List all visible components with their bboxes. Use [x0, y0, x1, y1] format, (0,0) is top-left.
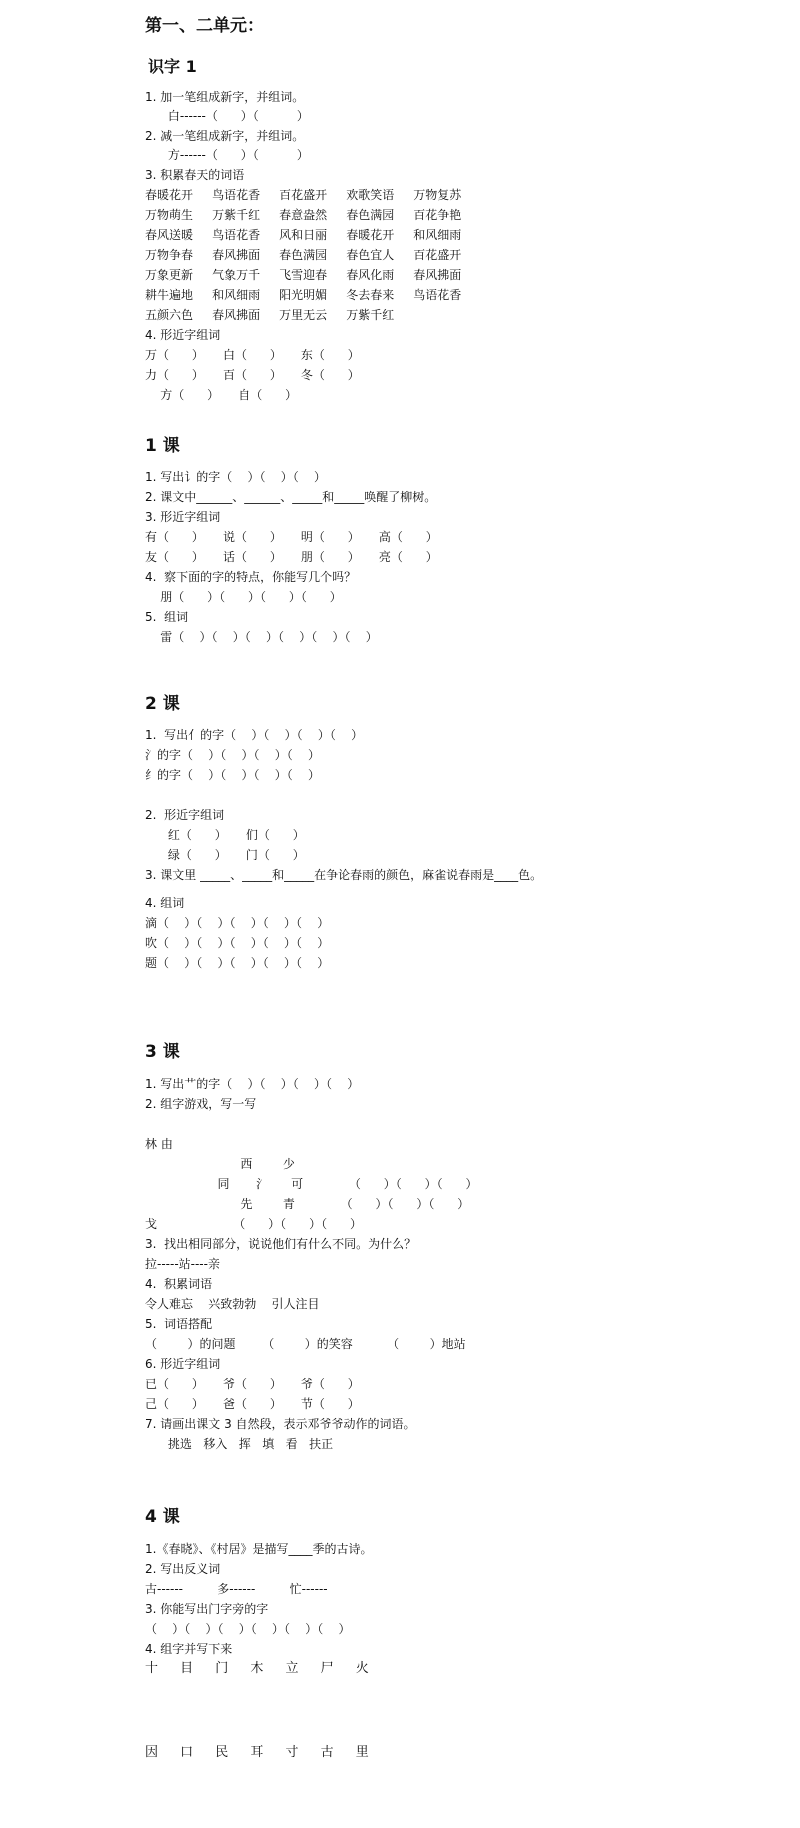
text-line: 先 青 （ ）（ ）（ ）: [145, 1197, 470, 1211]
text-line: 4. 组词: [145, 896, 185, 910]
character-row: 因 口 民 耳 寸 古 里: [145, 1745, 378, 1760]
text-line: 有（ ） 说（ ） 明（ ） 高（ ）: [145, 530, 438, 544]
text-line: 五颜六色 春风拂面 万里无云 万紫千红: [145, 308, 395, 322]
text-line: 方------（ ）（ ）: [145, 148, 309, 162]
text-line: 5. 词语搭配: [145, 1317, 213, 1331]
section-heading: 识字 1: [148, 57, 197, 76]
text-line: 2. 形近字组词: [145, 808, 225, 822]
text-line: 绿（ ） 门（ ）: [145, 848, 305, 862]
text-line: 4. 察下面的字的特点，你能写几个吗？: [145, 570, 357, 584]
text-line: 4. 形近字组词: [145, 328, 221, 342]
text-line: 力（ ） 百（ ） 冬（ ）: [145, 368, 360, 382]
text-line: 6. 形近字组词: [145, 1357, 221, 1371]
text-line: 5. 组词: [145, 610, 189, 624]
text-line: 挑选 移入 挥 填 看 扶正: [145, 1437, 334, 1451]
text-line: 友（ ） 话（ ） 朋（ ） 亮（ ）: [145, 550, 438, 564]
text-line: 题（ ）（ ）（ ）（ ）（ ）: [145, 956, 330, 970]
text-line: 3. 积累春天的词语: [145, 168, 245, 182]
text-line: 同 氵 可 （ ）（ ）（ ）: [145, 1177, 478, 1191]
text-line: 3. 课文里 _____、_____和_____在争论春雨的颜色，麻雀说春雨是____色。: [145, 868, 543, 882]
text-line: 万（ ） 白（ ） 东（ ）: [145, 348, 360, 362]
text-line: 1. 写出讠的字（ ）（ ）（ ）: [145, 470, 327, 484]
section-heading: 4 课: [145, 1507, 180, 1527]
text-line: 7. 请画出课文 3 自然段，表示邓爷爷动作的词语。: [145, 1417, 416, 1431]
text-line: 林 由: [145, 1137, 173, 1151]
page-title: 第一、二单元：: [145, 16, 264, 36]
text-line: 拉-----站----亲: [145, 1257, 220, 1271]
text-line: 纟的字（ ）（ ）（ ）（ ）: [145, 768, 321, 782]
text-line: 1. 加一笔组成新字，并组词。: [145, 90, 305, 104]
text-line: 滴（ ）（ ）（ ）（ ）（ ）: [145, 916, 330, 930]
text-line: 白------（ ）（ ）: [145, 109, 309, 123]
text-line: 3. 你能写出门字旁的字: [145, 1602, 269, 1616]
text-line: 雷（ ）（ ）（ ）（ ）（ ）（ ）: [145, 630, 378, 644]
character-row: 十 目 门 木 立 尸 火: [145, 1661, 378, 1676]
text-line: 红（ ） 们（ ）: [145, 828, 305, 842]
text-line: （ ）的问题 （ ）的笑容 （ ）地站: [145, 1337, 466, 1351]
text-line: 春风送暖 鸟语花香 风和日丽 春暖花开 和风细雨: [145, 228, 462, 242]
section-heading: 3 课: [145, 1042, 180, 1062]
text-line: 1. 写出亻的字（ ）（ ）（ ）（ ）: [145, 728, 364, 742]
text-line: 2. 减一笔组成新字，并组词。: [145, 129, 305, 143]
text-line: 吹（ ）（ ）（ ）（ ）（ ）: [145, 936, 330, 950]
text-line: 4. 积累词语: [145, 1277, 213, 1291]
text-line: 4. 组字并写下来: [145, 1642, 233, 1656]
text-line: 氵的字（ ）（ ）（ ）（ ）: [145, 748, 321, 762]
text-line: 1. 写出艹的字（ ）（ ）（ ）（ ）: [145, 1077, 360, 1091]
text-line: 3. 找出相同部分，说说他们有什么不同。为什么？: [145, 1237, 417, 1251]
text-line: 西 少: [145, 1157, 295, 1171]
text-line: 2. 课文中______、______、_____和_____唤醒了柳树。: [145, 490, 437, 504]
section-heading: 2 课: [145, 694, 180, 714]
text-line: 耕牛遍地 和风细雨 阳光明媚 冬去春来 鸟语花香: [145, 288, 462, 302]
text-line: 2. 组字游戏，写一写: [145, 1097, 257, 1111]
text-line: 方（ ） 自（ ）: [145, 388, 298, 402]
text-line: 3. 形近字组词: [145, 510, 221, 524]
text-line: 令人难忘 兴致勃勃 引人注目: [145, 1297, 320, 1311]
text-line: （ ）（ ）（ ）（ ）（ ）（ ）: [145, 1622, 351, 1636]
section-heading: 1 课: [145, 436, 180, 456]
text-line: 已（ ） 爷（ ） 爷（ ）: [145, 1377, 360, 1391]
text-line: 2. 写出反义词: [145, 1562, 221, 1576]
text-line: 己（ ） 爸（ ） 节（ ）: [145, 1397, 360, 1411]
text-line: 万物萌生 万紫千红 春意盎然 春色满园 百花争艳: [145, 208, 462, 222]
text-line: 古------ 多------ 忙------: [145, 1582, 328, 1596]
text-line: 朋（ ）（ ）（ ）（ ）: [145, 590, 342, 604]
text-line: 戈 （ ）（ ）（ ）: [145, 1217, 362, 1231]
text-line: 春暖花开 鸟语花香 百花盛开 欢歌笑语 万物复苏: [145, 188, 462, 202]
text-line: 万象更新 气象万千 飞雪迎春 春风化雨 春风拂面: [145, 268, 462, 282]
text-line: 1.《春晓》、《村居》是描写____季的古诗。: [145, 1542, 373, 1556]
text-line: 万物争春 春风拂面 春色满园 春色宜人 百花盛开: [145, 248, 462, 262]
